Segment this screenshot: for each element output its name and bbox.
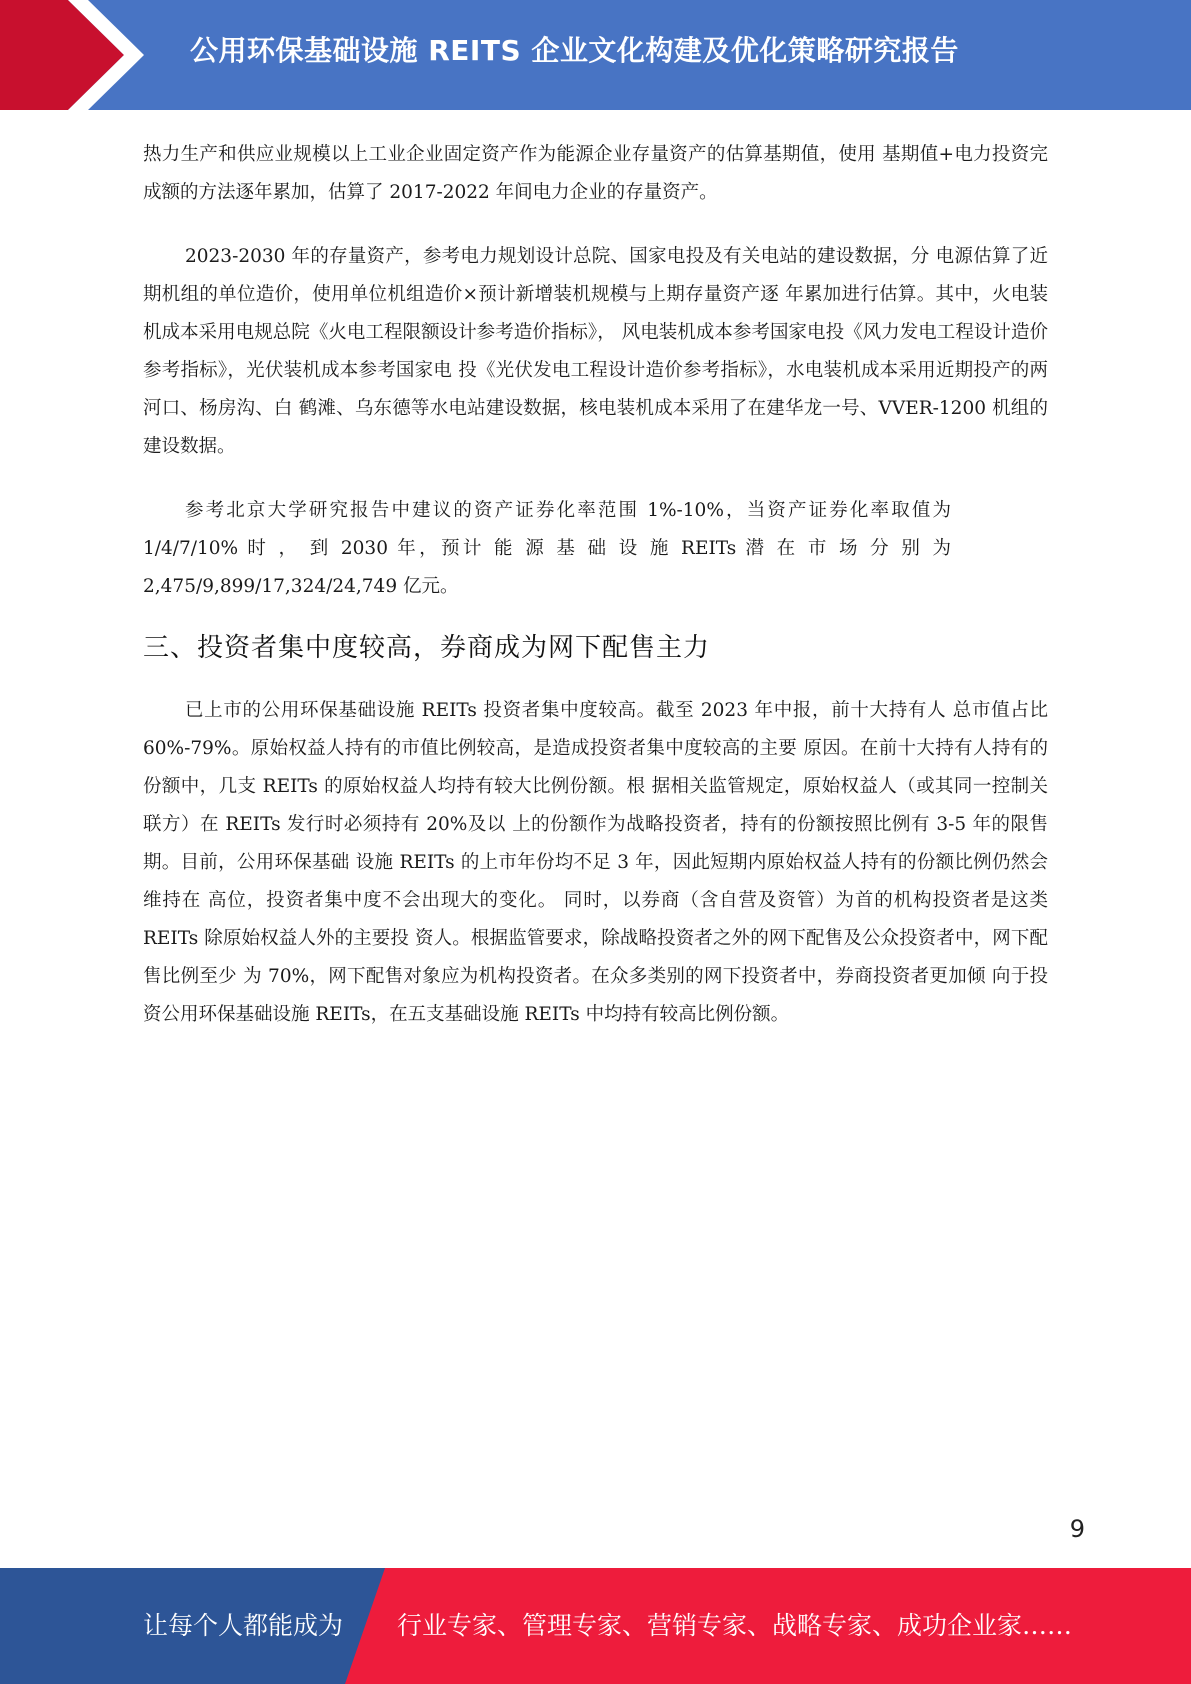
header-arrow-decoration [0,0,160,110]
document-body [143,136,1048,1034]
page-header [0,0,1191,110]
paragraph-1: 热力生产和供应业规模以上工业企业固定资产作为能源企业存量资产的估算基期值，使用 基期值+电力投资完成额的方法逐年累加，估算了 2017-2022 年间电力企业的存量资产。 [143,144,1048,203]
footer-slogan-left: 让每个人都能成为 [143,1611,344,1640]
page-footer [0,1568,1191,1684]
report-title: 公用环保基础设施 REITS 企业文化构建及优化策略研究报告 [190,34,959,67]
paragraph-4: 已上市的公用环保基础设施 REITs 投资者集中度较高。截至 2023 年中报，前十大持有人 总市值占比 60%-79%。原始权益人持有的市值比例较高，是造成投资者集中度较高的主要 原因。在前十大持有人持有的份额中，几支 REITs 的原始权益人均持有较大比例份额。根 据相关监管规定，原始权益人（或其同一控制关联方）在 REITs 发行时必须持有 20%及以 上的份额作为战略投资者，持有的份额按照比例有 3-5 年的限售期。目前，公用环保基础 设施 REITs 的上市年份均不足 3 年，因此短期内原始权益人持有的份额比例仍然会维持在 高位，投资者集中度不会出现大的变化。 同时，以券商（含自营及资管）为首的机构投资者是这类 REITs 除原始权益人外的主要投 资人。根据监管要求，除战略投资者之外的网下配售及公众投资者中，网下配售比例至少 为 70%，网下配售对象应为机构投资者。在众多类别的网下投资者中，券商投资者更加倾 向于投资公用环保基础设施 REITs，在五支基础设施 REITs 中均持有较高比例份额。 [143,700,1048,1025]
page-number: 9 [1069,1515,1085,1543]
paragraph-3: 参考北京大学研究报告中建议的资产证券化率范围 1%-10%，当资产证券化率取值为 1/4/7/10% 时 ， 到 2030 年，预计 能 源 基 础 设 施 REITs 潜 在 市 场 分 别 为 2,475/9,899/17,324/24,749 亿元。 [143,500,951,597]
paragraph-2: 2023-2030 年的存量资产，参考电力规划设计总院、国家电投及有关电站的建设数据，分 电源估算了近期机组的单位造价，使用单位机组造价×预计新增装机规模与上期存量资产逐 年累加进行估算。其中，火电装机成本采用电规总院《火电工程限额设计参考造价指标》， 风电装机成本参考国家电投《风力发电工程设计造价参考指标》，光伏装机成本参考国家电 投《光伏发电工程设计造价参考指标》，水电装机成本采用近期投产的两河口、杨房沟、白 鹤滩、乌东德等水电站建设数据，核电装机成本采用了在建华龙一号、VVER-1200 机组的 建设数据。 [143,246,1048,457]
section-heading: 三、投资者集中度较高，券商成为网下配售主力 [143,633,711,663]
footer-slogan-right: 行业专家、管理专家、营销专家、战略专家、成功企业家…… [397,1611,1073,1640]
